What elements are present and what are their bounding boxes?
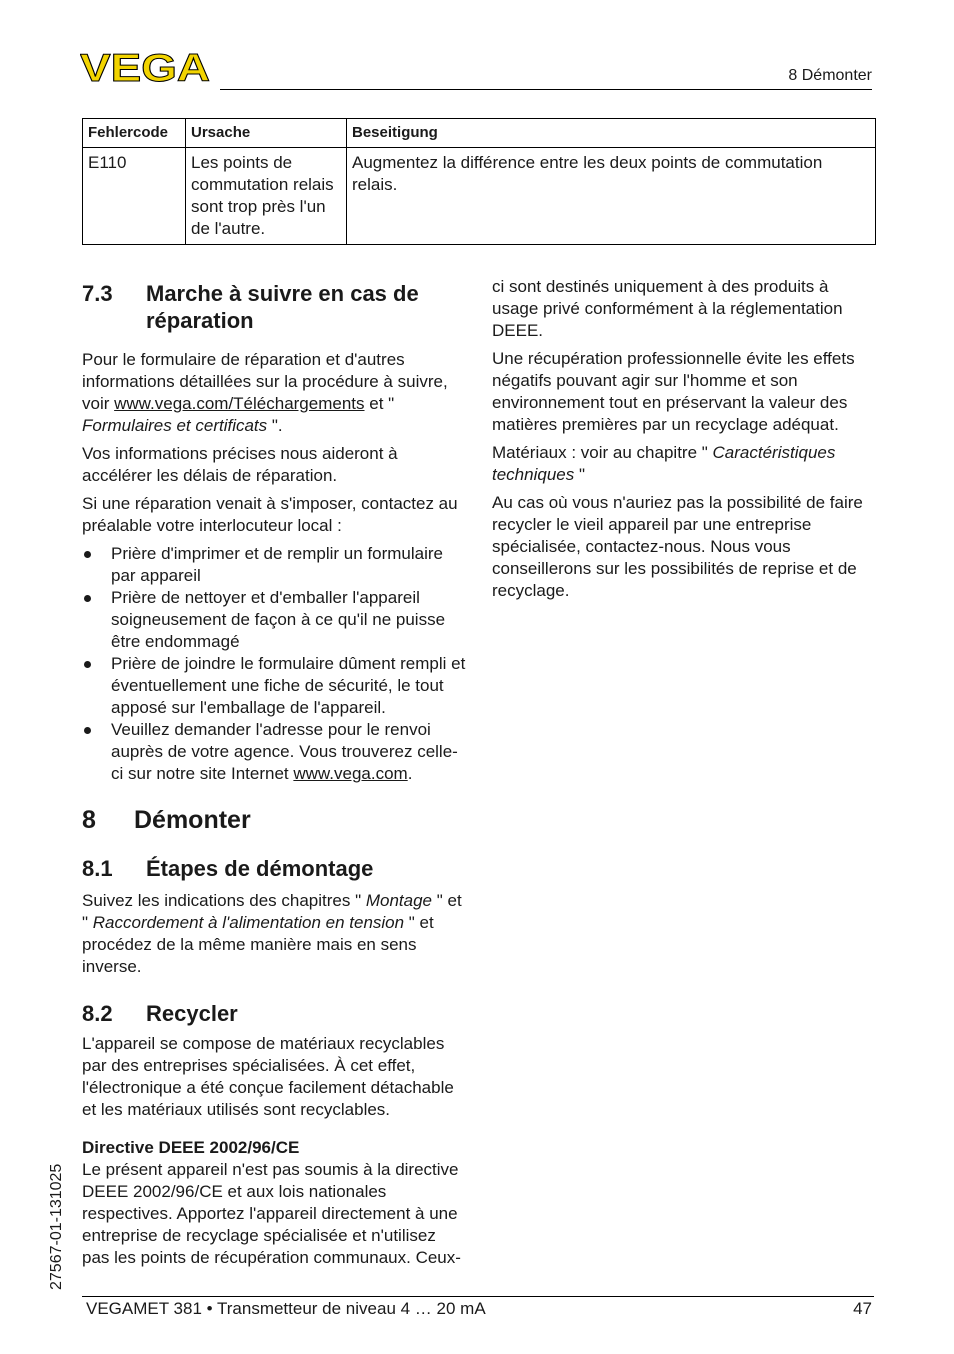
text-run: et " — [364, 394, 395, 413]
text-run: Pour le formulaire de réparation et d'autres informations détaillées sur la procédure à suivre, voir — [82, 350, 448, 413]
right-column — [492, 276, 874, 608]
table-header-row — [83, 119, 876, 148]
page-number: 47 — [853, 1299, 872, 1318]
chapter-ref-specs: Caractéristiques techniques — [492, 443, 836, 484]
paragraph: Si une réparation venait à s'imposer, contactez au préalable votre interlocuteur local : — [82, 494, 458, 535]
repair-info-paragraph — [82, 349, 466, 437]
paragraph: Au cas où vous n'auriez pas la possibilité de faire recycler le vieil appareil par une entreprise spécialisée, contactez-nous. Nous vous conseillerons sur les possibilités de reprise et de recyclage. — [492, 493, 863, 600]
error-code-table — [82, 118, 876, 245]
chapter-title: Démonter — [134, 806, 251, 834]
text-run: Suivez les indications des chapitres " — [82, 891, 366, 910]
vega-logo — [80, 50, 212, 86]
chapter-ref-power-supply: Raccordement à l'alimentation en tension — [92, 913, 405, 932]
vega-logo-text: VEGA — [80, 50, 210, 86]
section-number: 8.2 — [82, 1001, 113, 1026]
dismantling-paragraph — [82, 890, 466, 978]
table-row — [83, 148, 876, 245]
directive-text-overflow: ci sont destinés uniquement à des produits à usage privé conformément à la réglementation DEEE. — [492, 277, 843, 340]
col-header-remedy: Beseitigung — [347, 119, 876, 148]
vega-website-link[interactable]: www.vega.com — [293, 764, 408, 783]
directive-text: Le présent appareil n'est pas soumis à la directive DEEE 2002/96/CE et aux lois nationales respectives. Apportez l'appareil directement à une entreprise de recyclage spécialisée et n'utilisez pas les points de récupération communaux. Ceux- — [82, 1160, 461, 1267]
header-section-label: 8 Démonter — [788, 67, 872, 84]
chapter-8-heading — [82, 805, 466, 835]
text-run: " — [574, 465, 585, 484]
chapter-ref-mounting: Montage — [365, 891, 433, 910]
downloads-link[interactable]: www.vega.com/Téléchargements — [114, 394, 365, 413]
footer-title: VEGAMET 381 • Transmetteur de niveau 4 … 20 mA — [86, 1299, 486, 1318]
document-number: 27567-01-131025 — [48, 1163, 65, 1290]
text-run: Veuillez demander l'adresse pour le renvoi auprès de votre agence. Vous trouverez celle-ci sur notre site Internet — [111, 720, 458, 783]
section-title: Marche à suivre en cas de réparation — [146, 281, 419, 333]
list-item — [82, 719, 466, 785]
directive-text-continued — [492, 276, 874, 342]
header-divider — [220, 89, 872, 90]
left-column — [82, 276, 466, 1275]
footer-divider — [82, 1296, 874, 1297]
repair-steps-list — [82, 543, 466, 785]
paragraph: L'appareil se compose de matériaux recyclables par des entreprises spécialisées. À cet effet, l'électronique a été conçue facilement détachable et les matériaux utilisés sont recyclables. — [82, 1034, 454, 1119]
list-item: Prière de nettoyer et d'emballer l'appareil soigneusement de façon à ce qu'il ne puisse être endommagé — [82, 587, 466, 653]
paragraph: Une récupération professionnelle évite les effets négatifs pouvant agir sur l'homme et son environnement tout en préservant la valeur des matières premières par un recyclage adéquat. — [492, 349, 855, 434]
section-7-3-heading — [82, 280, 466, 334]
section-number: 8.1 — [82, 856, 113, 881]
text-run: Matériaux : voir au chapitre " — [492, 443, 713, 462]
text-run: . — [407, 764, 413, 783]
section-title: Étapes de démontage — [146, 856, 374, 881]
cell-remedy: Augmentez la différence entre les deux points de commutation relais. — [347, 148, 876, 245]
list-item: Prière d'imprimer et de remplir un formulaire par appareil — [82, 543, 466, 587]
text-run: " et " — [82, 891, 462, 932]
section-title: Recycler — [146, 1001, 238, 1026]
section-8-2-heading — [82, 1000, 466, 1027]
materials-paragraph — [492, 442, 874, 486]
paragraph: Vos informations précises nous aideront à accélérer les délais de réparation. — [82, 444, 398, 485]
col-header-cause: Ursache — [186, 119, 347, 148]
cell-cause: Les points de commutation relais sont trop près l'un de l'autre. — [186, 148, 347, 245]
forms-certificates-ref: Formulaires et certificats — [82, 416, 268, 435]
section-number: 7.3 — [82, 281, 113, 306]
text-run: ". — [267, 416, 283, 435]
section-8-1-heading — [82, 855, 466, 882]
list-item: Prière de joindre le formulaire dûment rempli et éventuellement une fiche de sécurité, le tout apposé sur l'emballage de l'appareil. — [82, 653, 466, 719]
chapter-number: 8 — [82, 806, 96, 834]
text-run: " et procédez de la même manière mais en sens inverse. — [82, 913, 434, 976]
directive-title: Directive DEEE 2002/96/CE — [82, 1138, 300, 1157]
col-header-error-code: Fehlercode — [83, 119, 186, 148]
cell-error-code: E110 — [83, 148, 186, 245]
